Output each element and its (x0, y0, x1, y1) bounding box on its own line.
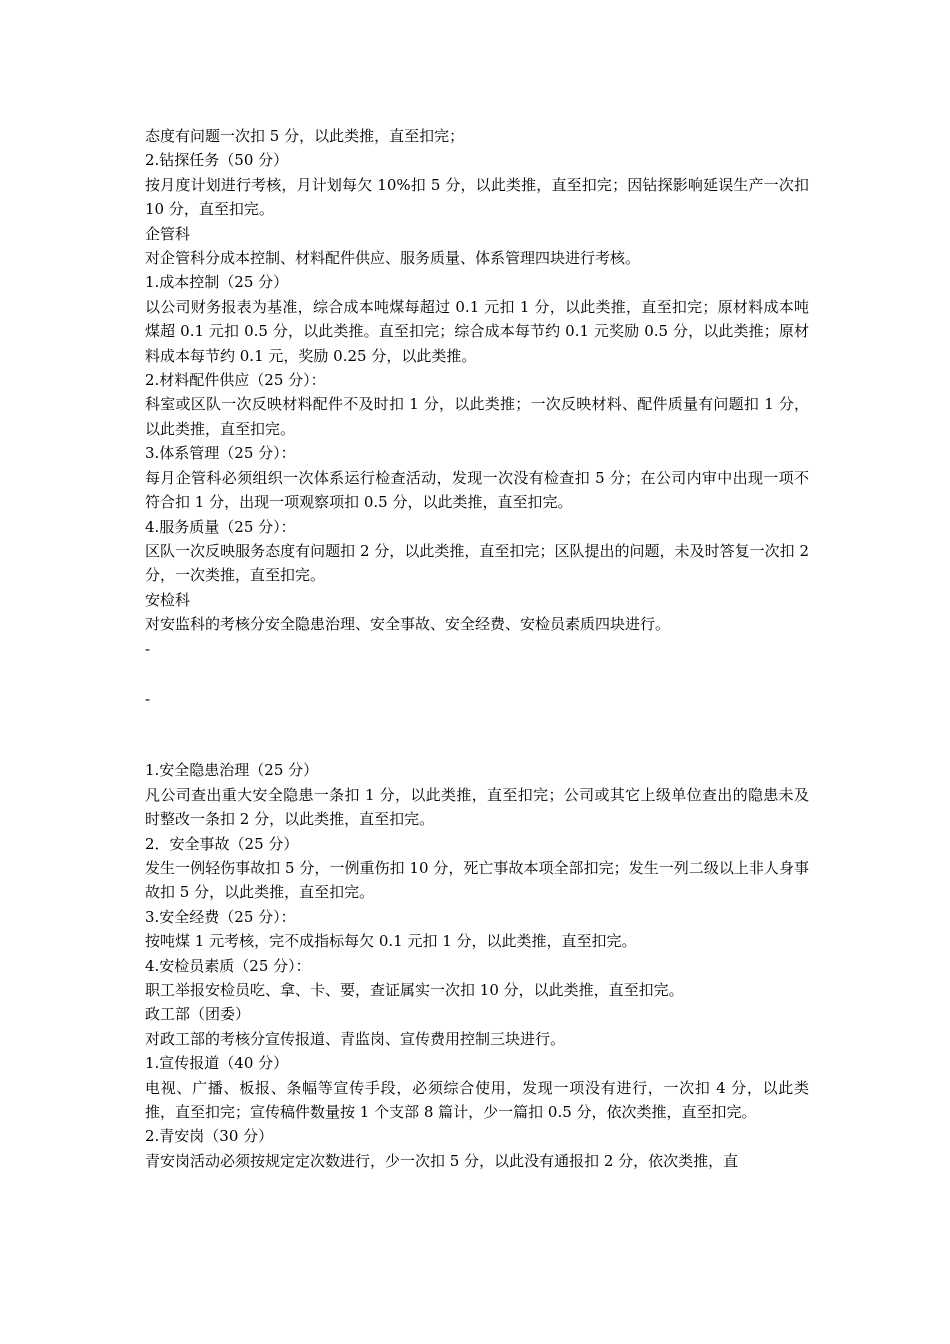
section-heading: 2.钻探任务（50 分） (145, 151, 289, 170)
paragraph: 每月企管科必须组织一次体系运行检查活动，发现一次没有检查扣 5 分；在公司内审中出现一项不符合扣 1 分，出现一项观察项扣 0.5 分，以此类推，直至扣完。 (145, 468, 809, 512)
section-heading: 2.材料配件供应（25 分）： (145, 371, 326, 390)
section-heading: 1.成本控制（25 分） (145, 273, 289, 292)
paragraph: 职工举报安检员吃、拿、卡、要，查证属实一次扣 10 分，以此类推，直至扣完。 (145, 981, 684, 999)
paragraph: 区队一次反映服务态度有问题扣 2 分，以此类推，直至扣完；区队提出的问题，未及时答复一次扣 2 分，一次类推，直至扣完。 (145, 541, 809, 585)
department-heading: 安检科 (145, 590, 191, 609)
section-heading: 1.宣传报道（40 分） (145, 1054, 289, 1073)
page-break-marker: - (145, 639, 151, 658)
paragraph: 科室或区队一次反映材料配件不及时扣 1 分，以此类推；一次反映材料、配件质量有问题扣 1 分，以此类推，直至扣完。 (145, 395, 809, 438)
section-heading: 1.安全隐患治理（25 分） (145, 761, 319, 780)
paragraph: 对安监科的考核分安全隐患治理、安全事故、安全经费、安检员素质四块进行。 (145, 615, 671, 634)
paragraph: 态度有问题一次扣 5 分，以此类推，直至扣完； (145, 127, 465, 145)
page-gap (145, 661, 809, 687)
department-heading: 企管科 (145, 224, 191, 243)
paragraph: 按月度计划进行考核，月计划每欠 10%扣 5 分，以此类推，直至扣完；因钻探影响延误生产一次扣 10 分，直至扣完。 (145, 175, 809, 219)
paragraph: 以公司财务报表为基准，综合成本吨煤每超过 0.1 元扣 1 分，以此类推，直至扣完；原材料成本吨煤超 0.1 元扣 0.5 分，以此类推。直至扣完；综合成本每节约 0.1 元奖励 0.5 分，以此类推；原材料成本每节约 0.1 元，奖励 0.25 分，以此类推。 (145, 297, 809, 365)
section-heading: 3.安全经费（25 分）： (145, 907, 296, 926)
page-gap (145, 711, 809, 758)
section-heading: 2．安全事故（25 分） (145, 834, 299, 853)
paragraph: 电视、广播、板报、条幅等宣传手段，必须综合使用，发现一项没有进行，一次扣 4 分，以此类推，直至扣完；宣传稿件数量按 1 个支部 8 篇计，少一篇扣 0.5 分，依次类推，直至扣完。 (145, 1078, 809, 1122)
document-page (145, 124, 809, 1173)
section-heading: 3.体系管理（25 分）： (145, 444, 296, 463)
section-heading: 4.服务质量（25 分）： (145, 517, 296, 536)
paragraph: 青安岗活动必须按规定定次数进行，少一次扣 5 分，以此没有通报扣 2 分，依次类推，直 (145, 1151, 739, 1170)
paragraph: 按吨煤 1 元考核，完不成指标每欠 0.1 元扣 1 分，以此类推，直至扣完。 (145, 932, 637, 951)
page-break-marker: - (145, 689, 151, 708)
section-heading: 4.安检员素质（25 分）： (145, 956, 311, 975)
paragraph: 对政工部的考核分宣传报道、青监岗、宣传费用控制三块进行。 (145, 1029, 566, 1048)
paragraph: 发生一例轻伤事故扣 5 分，一例重伤扣 10 分，死亡事故本项全部扣完；发生一列二级以上非人身事故扣 5 分，以此类推，直至扣完。 (145, 858, 809, 902)
paragraph: 凡公司查出重大安全隐患一条扣 1 分，以此类推，直至扣完；公司或其它上级单位查出的隐患未及时整改一条扣 2 分，以此类推，直至扣完。 (145, 785, 809, 829)
paragraph: 对企管科分成本控制、材料配件供应、服务质量、体系管理四块进行考核。 (145, 249, 641, 268)
section-heading: 2.青安岗（30 分） (145, 1127, 274, 1146)
department-heading: 政工部（团委） (145, 1005, 251, 1024)
